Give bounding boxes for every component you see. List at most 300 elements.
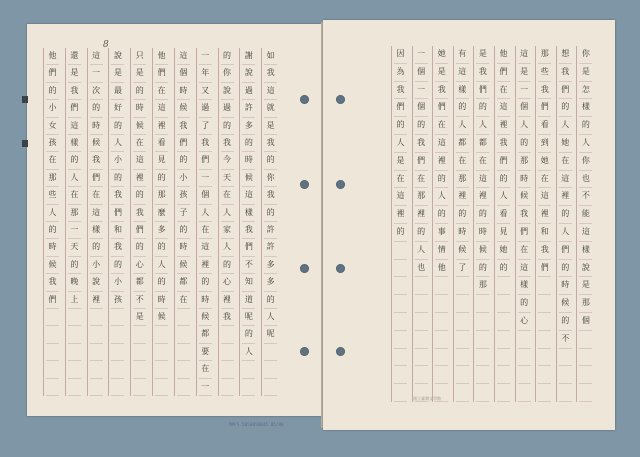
character-cell [111,344,124,361]
character-cell: 的 [435,206,448,224]
character-cell: 這 [435,135,448,153]
character-cell: 人 [221,239,234,256]
character-cell: 們 [435,99,448,117]
character-cell: 裡 [415,206,428,224]
character-cell: 我 [242,222,255,239]
character-cell: 不 [242,257,255,274]
text-column [412,46,430,402]
character-cell [177,344,190,361]
text-column [239,48,257,396]
character-cell [68,344,81,361]
character-cell: 是 [111,65,124,82]
character-cell: 們 [538,260,551,278]
character-cell: 的 [415,224,428,242]
text-column [218,48,236,396]
character-cell [538,366,551,384]
character-cell: 他 [46,48,59,65]
character-cell: 個 [415,99,428,117]
character-cell: 人 [46,205,59,222]
character-cell: 裡 [221,292,234,309]
text-column [174,48,192,396]
character-cell [133,326,146,343]
page-number: 8 [103,40,109,50]
character-cell: 人 [579,135,592,153]
character-cell: 一 [90,65,103,82]
character-cell [415,277,428,295]
character-cell: 候 [476,242,489,260]
character-cell [497,349,510,367]
character-cell: 許 [264,222,277,239]
character-cell: 小 [111,274,124,291]
character-cell [497,366,510,384]
character-cell: 樣 [242,205,255,222]
character-cell: 心 [518,313,531,331]
character-cell [538,277,551,295]
character-cell: 今 [221,152,234,169]
character-cell: 的 [559,260,572,278]
character-cell: 的 [476,260,489,278]
binding-hole [300,264,309,273]
character-cell: 一 [415,46,428,64]
character-cell: 的 [68,257,81,274]
character-cell [579,349,592,367]
character-cell: 人 [415,242,428,260]
character-cell: 在 [177,292,190,309]
character-cell [456,313,469,331]
character-cell: 這 [518,46,531,64]
character-cell: 和 [111,222,124,239]
library-mark: 國立臺灣文學館 [413,396,441,401]
character-cell: 的 [559,99,572,117]
manuscript-grid-left [43,48,283,396]
character-cell: 在 [415,171,428,189]
character-cell [435,331,448,349]
character-cell [435,277,448,295]
character-cell: 我 [538,242,551,260]
character-cell: 許 [264,239,277,256]
character-cell: 不 [559,331,572,349]
binding-hole [336,95,345,104]
character-cell: 子 [177,205,190,222]
character-cell [476,366,489,384]
character-cell: 時 [199,292,212,309]
character-cell: 的 [221,118,234,135]
character-cell [538,295,551,313]
character-cell: 時 [177,239,190,256]
character-cell: 那 [538,46,551,64]
character-cell: 個 [199,187,212,204]
character-cell: 一 [415,82,428,100]
character-cell: 好 [111,100,124,117]
character-cell: 的 [133,83,146,100]
character-cell: 謝 [242,48,255,65]
character-cell [221,361,234,378]
character-cell: 們 [497,153,510,171]
character-cell [394,384,407,402]
character-cell: 們 [46,65,59,82]
character-cell: 裡 [559,188,572,206]
character-cell: 一 [68,222,81,239]
character-cell: 我 [221,135,234,152]
character-cell [435,366,448,384]
character-cell: 在 [46,152,59,169]
character-cell: 的 [559,313,572,331]
character-cell: 候 [46,257,59,274]
character-cell: 那 [415,188,428,206]
character-cell: 你 [264,170,277,187]
character-cell: 了 [199,118,212,135]
character-cell [264,344,277,361]
character-cell: 只 [133,48,146,65]
character-cell: 在 [518,242,531,260]
character-cell: 些 [538,64,551,82]
character-cell: 小 [90,257,103,274]
character-cell [518,331,531,349]
character-cell: 說 [579,260,592,278]
text-column [515,46,533,402]
character-cell: 人 [242,344,255,361]
character-cell [68,379,81,396]
character-cell: 我 [111,239,124,256]
character-cell: 的 [518,295,531,313]
character-cell: 的 [264,205,277,222]
character-cell: 是 [133,309,146,326]
character-cell: 時 [456,224,469,242]
character-cell: 的 [111,257,124,274]
character-cell: 這 [394,188,407,206]
character-cell [394,242,407,260]
character-cell: 我 [199,135,212,152]
character-cell [518,366,531,384]
character-cell: 麼 [155,205,168,222]
character-cell: 天 [221,170,234,187]
manuscript-grid-right [391,46,597,402]
character-cell [559,366,572,384]
character-cell [46,344,59,361]
text-column [43,48,61,396]
character-cell: 你 [579,46,592,64]
character-cell: 人 [264,309,277,326]
character-cell: 人 [68,170,81,187]
character-cell: 的 [155,239,168,256]
character-cell: 我 [90,152,103,169]
character-cell [46,361,59,378]
character-cell: 年 [199,65,212,82]
left-manuscript-page [27,24,321,427]
character-cell: 你 [579,153,592,171]
character-cell: 們 [177,135,190,152]
character-cell [221,379,234,396]
character-cell [476,384,489,402]
character-cell: 那 [68,205,81,222]
character-cell: 我 [415,135,428,153]
character-cell: 的 [90,239,103,256]
character-cell [415,295,428,313]
character-cell [579,331,592,349]
character-cell: 到 [538,135,551,153]
text-column [556,46,574,402]
character-cell [133,379,146,396]
character-cell: 一 [199,48,212,65]
character-cell: 這 [476,171,489,189]
character-cell [497,384,510,402]
character-cell [177,361,190,378]
character-cell: 這 [199,239,212,256]
character-cell: 些 [46,187,59,204]
character-cell: 們 [155,65,168,82]
character-cell: 人 [221,205,234,222]
character-cell: 個 [518,99,531,117]
character-cell: 們 [68,100,81,117]
binding-hole [336,180,345,189]
character-cell: 我 [394,82,407,100]
character-cell [579,384,592,402]
character-cell: 在 [394,171,407,189]
character-cell: 的 [242,135,255,152]
text-column [453,46,471,402]
text-column [473,46,491,402]
binding-tab-mark [22,96,28,103]
character-cell: 候 [177,100,190,117]
right-manuscript-page [323,20,615,430]
character-cell: 了 [456,260,469,278]
character-cell: 時 [476,224,489,242]
character-cell: 見 [155,152,168,169]
character-cell: 裡 [199,257,212,274]
character-cell: 候 [155,309,168,326]
character-cell [456,384,469,402]
character-cell [538,384,551,402]
character-cell: 我 [538,82,551,100]
character-cell: 她 [435,46,448,64]
character-cell [518,349,531,367]
character-cell: 個 [177,65,190,82]
character-cell: 們 [46,292,59,309]
character-cell: 是 [264,118,277,135]
character-cell: 因 [394,46,407,64]
character-cell: 又 [199,83,212,100]
character-cell: 一 [199,379,212,396]
character-cell [177,326,190,343]
character-cell: 樣 [518,277,531,295]
character-cell [90,361,103,378]
character-cell [518,384,531,402]
character-cell: 的 [476,99,489,117]
character-cell [394,331,407,349]
character-cell: 這 [497,99,510,117]
character-cell [46,309,59,326]
character-cell: 裡 [538,206,551,224]
character-cell: 一 [199,170,212,187]
character-cell: 們 [476,82,489,100]
character-cell: 的 [155,274,168,291]
character-cell: 說 [111,48,124,65]
character-cell [155,326,168,343]
character-cell [90,379,103,396]
character-cell: 女 [46,118,59,135]
character-cell: 候 [133,118,146,135]
character-cell: 在 [155,83,168,100]
character-cell: 看 [538,117,551,135]
character-cell: 是 [579,277,592,295]
character-cell: 過 [242,83,255,100]
character-cell: 時 [177,83,190,100]
character-cell [394,349,407,367]
character-cell: 的 [476,206,489,224]
character-cell: 有 [456,46,469,64]
character-cell: 在 [90,187,103,204]
character-cell: 們 [133,222,146,239]
character-cell: 也 [579,171,592,189]
character-cell: 看 [155,135,168,152]
text-column [494,46,512,402]
character-cell: 候 [199,309,212,326]
character-cell [415,349,428,367]
character-cell: 我 [518,206,531,224]
character-cell: 多 [264,257,277,274]
character-cell [177,309,190,326]
character-cell: 事 [435,224,448,242]
character-cell: 候 [242,170,255,187]
character-cell: 的 [559,206,572,224]
character-cell: 過 [221,100,234,117]
character-cell: 要 [199,344,212,361]
character-cell: 還 [68,48,81,65]
character-cell: 的 [111,118,124,135]
character-cell [476,295,489,313]
character-cell [111,309,124,326]
character-cell: 都 [199,326,212,343]
character-cell: 能 [579,206,592,224]
character-cell: 是 [518,64,531,82]
character-cell: 情 [435,242,448,260]
character-cell: 人 [155,257,168,274]
character-cell [415,366,428,384]
character-cell: 時 [90,118,103,135]
character-cell: 候 [456,242,469,260]
character-cell [133,344,146,361]
character-cell [111,326,124,343]
character-cell: 為 [394,64,407,82]
character-cell: 的 [133,187,146,204]
character-cell: 在 [456,153,469,171]
character-cell: 你 [221,65,234,82]
character-cell: 道 [242,292,255,309]
text-column [87,48,105,396]
character-cell: 他 [435,260,448,278]
character-cell: 這 [538,188,551,206]
character-cell: 小 [111,152,124,169]
character-cell: 和 [538,224,551,242]
character-cell: 人 [111,135,124,152]
character-cell: 看 [497,206,510,224]
character-cell [394,366,407,384]
character-cell: 是 [68,65,81,82]
character-cell: 人 [497,188,510,206]
character-cell: 時 [518,171,531,189]
character-cell [476,313,489,331]
character-cell: 的 [46,222,59,239]
character-cell: 這 [559,171,572,189]
character-cell: 在 [199,222,212,239]
character-cell [415,313,428,331]
character-cell: 那 [456,171,469,189]
character-cell: 他 [155,48,168,65]
character-cell: 我 [435,82,448,100]
character-cell: 的 [497,260,510,278]
character-cell [497,313,510,331]
character-cell: 的 [456,99,469,117]
character-cell: 孩 [177,187,190,204]
character-cell [221,326,234,343]
character-cell: 她 [538,153,551,171]
character-cell: 我 [133,205,146,222]
character-cell: 人 [456,117,469,135]
character-cell: 都 [476,135,489,153]
character-cell [435,349,448,367]
character-cell: 不 [579,188,592,206]
character-cell: 多 [242,118,255,135]
character-cell: 都 [177,274,190,291]
character-cell: 們 [415,153,428,171]
character-cell: 的 [456,206,469,224]
character-cell: 人 [476,117,489,135]
character-cell: 候 [518,188,531,206]
character-cell [456,349,469,367]
character-cell: 的 [46,83,59,100]
character-cell: 的 [133,239,146,256]
character-cell: 候 [559,295,572,313]
character-cell: 我 [264,135,277,152]
binding-hole [336,264,345,273]
character-cell: 小 [177,170,190,187]
character-cell [177,379,190,396]
character-cell: 在 [476,153,489,171]
character-cell [476,331,489,349]
character-cell [456,277,469,295]
character-cell: 她 [497,242,510,260]
character-cell: 們 [90,170,103,187]
character-cell: 們 [559,82,572,100]
character-cell [155,361,168,378]
character-cell [497,277,510,295]
character-cell: 一 [518,82,531,100]
character-cell: 是 [476,46,489,64]
character-cell: 的 [111,170,124,187]
character-cell: 我 [68,83,81,100]
character-cell: 樣 [68,135,81,152]
character-cell [394,295,407,313]
character-cell: 知 [242,274,255,291]
text-column [108,48,126,396]
character-cell: 的 [90,100,103,117]
binding-hole [300,347,309,356]
character-cell [456,366,469,384]
character-cell: 們 [518,224,531,242]
character-cell: 我 [264,187,277,204]
character-cell: 我 [177,118,190,135]
character-cell [111,379,124,396]
character-cell: 們 [394,99,407,117]
character-cell: 時 [133,100,146,117]
character-cell: 裡 [497,117,510,135]
character-cell: 過 [199,100,212,117]
character-cell [497,295,510,313]
character-cell: 呢 [264,326,277,343]
character-cell: 就 [264,100,277,117]
character-cell: 我 [559,64,572,82]
character-cell: 這 [579,224,592,242]
